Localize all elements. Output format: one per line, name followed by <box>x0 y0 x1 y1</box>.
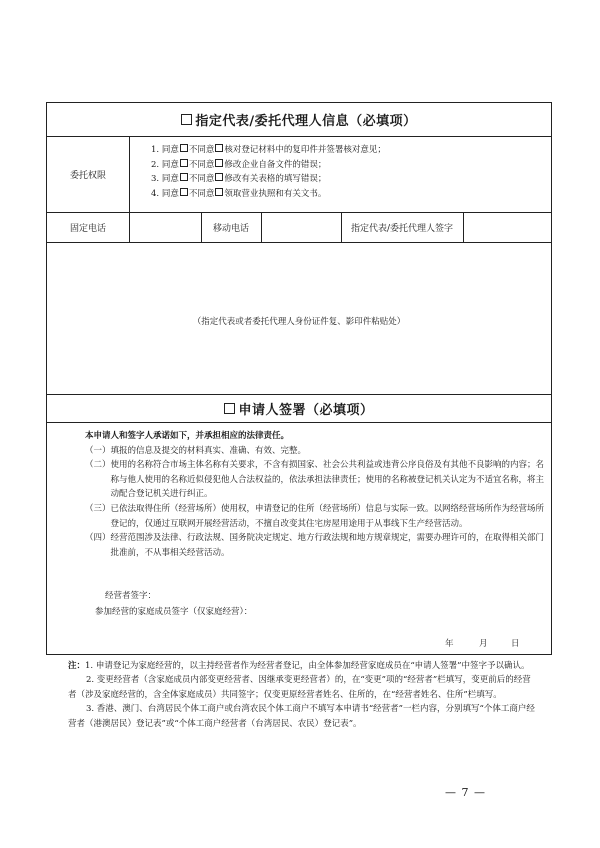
authority-list <box>151 143 386 201</box>
id-paste-area <box>47 243 551 395</box>
declaration-text <box>85 429 547 560</box>
section-applicant-title: 申请人签署（必填项） <box>238 403 374 418</box>
date-year: 年 <box>445 639 454 649</box>
declaration-item-2: （二） 使用的名称符合市场主体名称有关要求，不含有损国家、社会公共利益或违背公序良俗及有其他不良影响的内容；名称与他人使用的名称近似侵犯他人合法权益的，依法承担法律责任；使用的名称被登记机关认定为不适宜名称，将主动配合登记机关进行纠正。 <box>85 460 545 500</box>
form-notes <box>68 659 538 731</box>
authority-item-3: 3. 同意 不同意 修改有关表格的填写错误； <box>151 174 327 184</box>
section-delegate-header <box>47 103 551 137</box>
section-applicant-checkbox[interactable] <box>224 403 235 414</box>
landline-field[interactable] <box>129 213 201 242</box>
phone-row <box>47 213 551 243</box>
auth3-agree-checkbox[interactable] <box>180 173 188 181</box>
operator-sign-label: 经营者签字： <box>105 591 157 601</box>
section-delegate-title: 指定代表/委托代理人信息（必填项） <box>195 114 417 129</box>
mobile-label: 移动电话 <box>212 224 249 234</box>
authority-label: 委托权限 <box>69 171 106 181</box>
declaration-intro: 本申请人和签字人承诺如下，并承担相应的法律责任。 <box>85 431 290 441</box>
section-applicant-header <box>47 395 551 423</box>
auth4-agree-checkbox[interactable] <box>180 188 188 196</box>
note-1: 1. 申请登记为家庭经营的，以主持经营者作为经营者登记，由全体参加经营家庭成员在“申请人签署”中签字予以确认。 <box>85 661 530 671</box>
auth2-disagree-checkbox[interactable] <box>215 159 223 167</box>
auth2-agree-checkbox[interactable] <box>180 159 188 167</box>
auth1-agree-checkbox[interactable] <box>180 144 188 152</box>
declaration-area <box>47 423 551 656</box>
page-number: — 7 — <box>445 786 486 799</box>
auth4-disagree-checkbox[interactable] <box>215 188 223 196</box>
authority-item-2: 2. 同意 不同意 修改企业自备文件的错误； <box>151 159 327 170</box>
auth3-disagree-checkbox[interactable] <box>215 173 223 181</box>
family-sign-label: 参加经营的家庭成员签字（仅家庭经营）： <box>95 607 253 617</box>
delegate-sign-label: 指定代表/委托代理人签字 <box>350 224 454 234</box>
delegate-sign-field[interactable] <box>463 213 553 242</box>
declaration-item-4: （四） 经营范围涉及法律、行政法规、国务院决定规定、地方行政法规和地方规章规定，需要办理许可的，在取得相关部门批准前，不从事相关经营活动。 <box>85 533 545 558</box>
note-3: 3. 香港、澳门、台湾居民个体工商户或台湾农民个体工商户不填写本申请书“经营者”一栏内容，分别填写“个体工商户经营者（港澳居民）登记表”或“个体工商户经营者（台湾居民、农民）登记表”。 <box>68 704 535 729</box>
notes-lead: 注： <box>68 661 86 671</box>
declaration-item-3: （三） 已依法取得住所（经营场所）使用权，申请登记的住所（经营场所）信息与实际一致。以网络经营场所作为经营场所登记的，仅通过互联网开展经营活动，不擅自改变其住宅房屋用途用于从事线下生产经营活动。 <box>85 503 545 529</box>
id-paste-note: （指定代表或者委托代理人身份证件复、影印件粘贴处） <box>192 317 406 327</box>
mobile-field[interactable] <box>261 213 341 242</box>
date-day: 日 <box>511 639 520 649</box>
authority-item-1: 1. 同意 不同意 核对登记材料中的复印件并签署核对意见； <box>151 145 386 155</box>
date-month: 月 <box>479 639 488 649</box>
section-delegate-checkbox[interactable] <box>181 114 192 125</box>
application-form <box>46 102 552 655</box>
declaration-item-1: （一） 填报的信息及提交的材料真实、准确、有效、完整。 <box>85 445 307 456</box>
landline-label: 固定电话 <box>69 224 106 234</box>
authority-item-4: 4. 同意 不同意 领取营业执照和有关文书。 <box>151 188 327 199</box>
auth1-disagree-checkbox[interactable] <box>215 144 223 152</box>
authority-row <box>47 137 551 213</box>
note-2: 2. 变更经营者（含家庭成员内部变更经营者、因继承变更经营者）的，在“变更”项的“经营者”栏填写，变更前后的经营者（涉及家庭经营的，含全体家庭成员）共同签字；仅变更原经营者姓名、住所的，在“经营者姓名、住所”栏填写。 <box>68 675 531 700</box>
